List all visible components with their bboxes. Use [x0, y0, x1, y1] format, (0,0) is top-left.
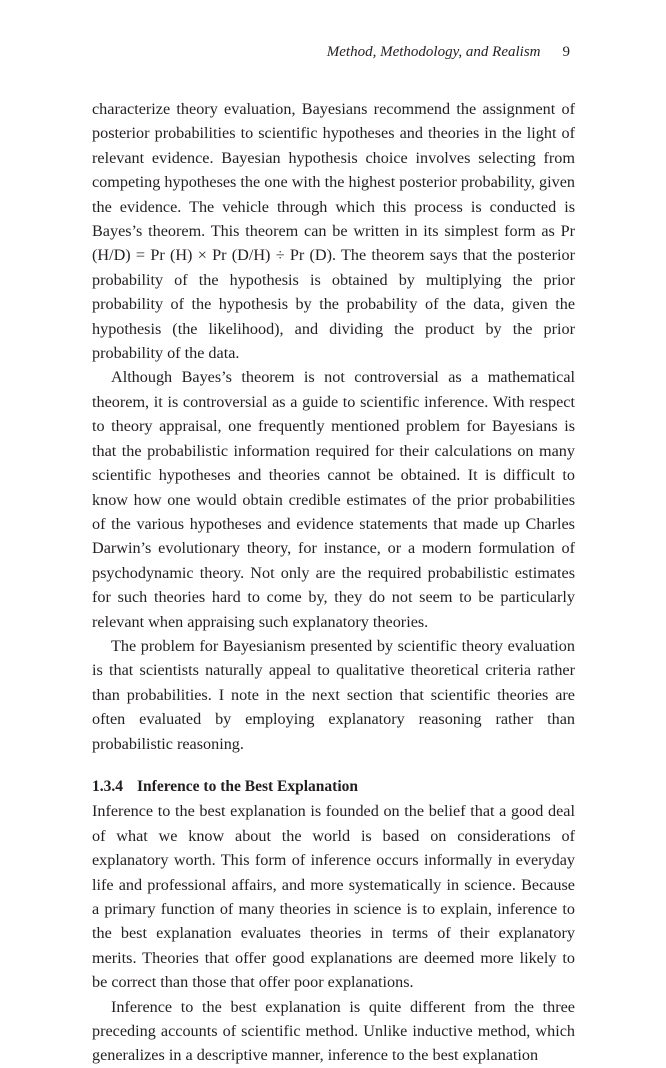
paragraph: Although Bayes’s theorem is not controversial as a mathematical theorem, it is controversial as a guide to scientific inference. With respect to theory appraisal, one frequently mentioned problem for Bayesians is that the probabilistic information required for their calculations on many scientific hypotheses and theories cannot be obtained. It is difficult to know how one would obtain credible estimates of the prior probabilities of the various hypotheses and evidence statements that made up Charles Darwin’s evolutionary theory, for instance, or a modern formulation of psychodynamic theory. Not only are the required probabilistic estimates for such theories hard to come by, they do not seem to be particularly relevant when appraising such explanatory theories.	[92, 368, 575, 631]
running-head-title: Method, Methodology, and Realism	[326, 44, 541, 60]
page-number: 9	[562, 44, 570, 60]
section-title: Inference to the Best Explanation	[137, 777, 359, 795]
section-number: 1.3.4	[92, 777, 123, 795]
paragraph: The problem for Bayesianism presented by scientific theory evaluation is that scientists naturally appeal to qualitative theoretical criteria rather than probabilities. I note in the next section that scientific theories are often evaluated by employing explanatory reasoning rather than probabilistic reasoning.	[92, 636, 575, 753]
section-heading	[92, 775, 575, 799]
paragraph: Inference to the best explanation is quite different from the three preceding accounts of scientific method. Unlike inductive method, which generalizes in a descriptive manner, inference to the best explanation	[92, 997, 575, 1065]
paragraph: Inference to the best explanation is founded on the belief that a good deal of what we know about the world is based on considerations of explanatory worth. This form of inference occurs informally in everyday life and professional affairs, and more systematically in science. Because a primary function of many theories in science is to explain, inference to the best explanation evaluates theories in terms of their explanatory merits. Theories that offer good explanations are deemed more likely to be correct than those that offer poor explanations.	[92, 802, 575, 992]
running-head	[327, 44, 570, 61]
body-text	[92, 97, 575, 1068]
paragraph-continued: characterize theory evaluation, Bayesians recommend the assignment of posterior probabilities to scientific hypotheses and theories in the light of relevant evidence. Bayesian hypothesis choice involves selecting from competing hypotheses the one with the highest posterior probability, given the evidence. The vehicle through which this process is conducted is Bayes’s theorem. This theorem can be written in its simplest form as Pr (H/D) = Pr (H) × Pr (D/H) ÷ Pr (D). The theorem says that the posterior probability of the hypothesis is obtained by multiplying the prior probability of the hypothesis by the probability of the data, given the hypothesis (the likelihood), and dividing the product by the prior probability of the data.	[92, 100, 575, 363]
